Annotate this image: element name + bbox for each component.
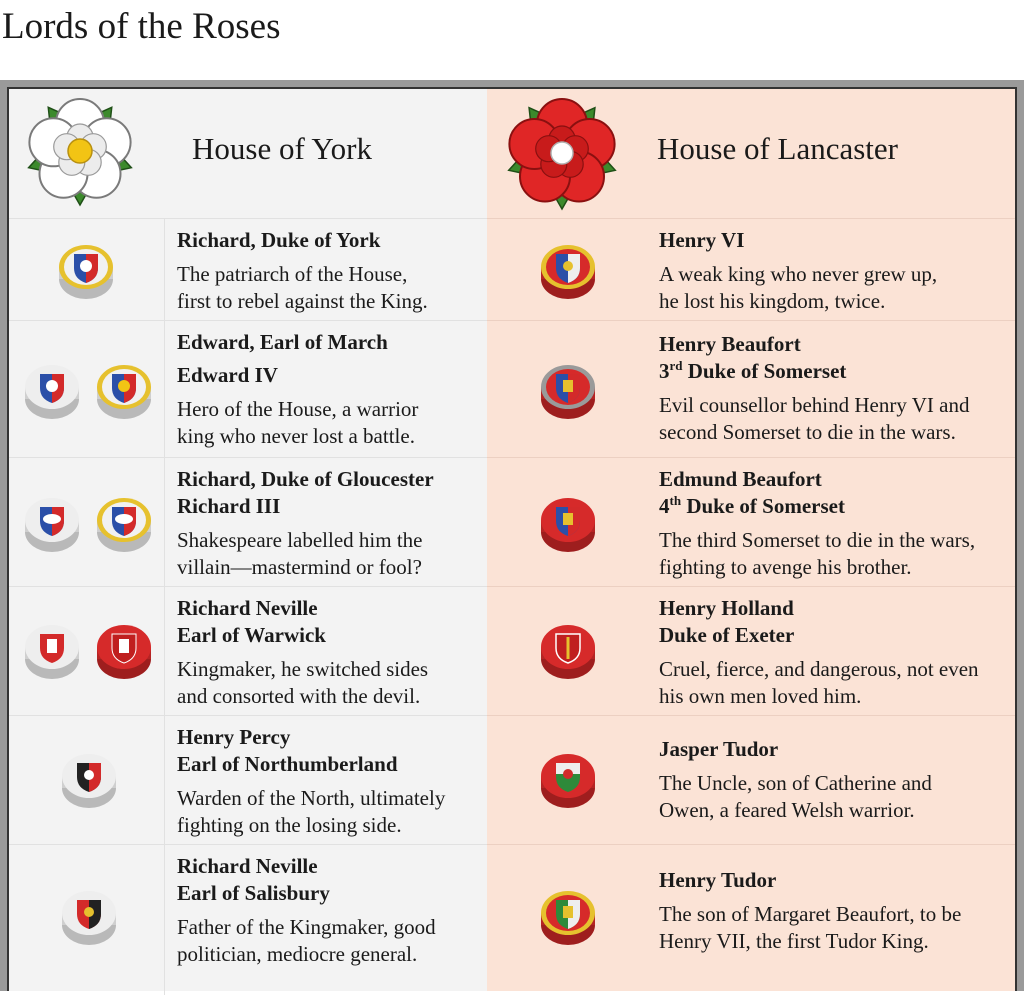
lord-description: Shakespeare labelled him the villain—mastermind or fool? — [177, 528, 423, 579]
lords-table — [7, 87, 1017, 991]
lord-description: The Uncle, son of Catherine and Owen, a feared Welsh warrior. — [659, 771, 932, 822]
lords-table-frame — [0, 80, 1024, 991]
lord-name: Henry Beaufort — [659, 332, 801, 356]
lord-text — [659, 736, 1009, 824]
token-cell — [9, 458, 165, 587]
lord-row — [487, 320, 1015, 458]
token-cell — [9, 716, 165, 845]
lord-title: 3rd Duke of Somerset — [659, 358, 847, 383]
white-rose-shield-icon — [23, 361, 81, 423]
lord-description: Father of the Kingmaker, good politician, mediocre general. — [177, 915, 436, 966]
token-cell — [487, 587, 647, 716]
lord-name: Henry Tudor — [659, 868, 777, 892]
token-cell — [9, 321, 165, 458]
lord-description: Warden of the North, ultimately fighting on the losing side. — [177, 786, 446, 837]
lord-description: The third Somerset to die in the wars, fighting to avenge his brother. — [659, 528, 976, 579]
lord-description: Hero of the House, a warrior king who never lost a battle. — [177, 397, 419, 448]
lord-text — [659, 466, 1009, 581]
lord-text — [177, 853, 481, 968]
lord-name: Jasper Tudor — [659, 737, 779, 761]
token-cell — [9, 587, 165, 716]
sun-shield-icon — [95, 361, 153, 423]
exeter-shield-icon — [539, 621, 597, 683]
lord-description: A weak king who never grew up, he lost his kingdom, twice. — [659, 262, 938, 313]
lord-row — [487, 844, 1015, 995]
lord-name: Richard, Duke of Gloucester — [177, 467, 434, 491]
bear-shield-icon — [95, 621, 153, 683]
token-cell — [487, 845, 647, 995]
portcullis-shield-icon — [539, 361, 597, 423]
portcullis-shield-icon — [539, 887, 597, 949]
lord-row — [487, 218, 1015, 321]
boar-shield-icon — [23, 494, 81, 556]
lord-row — [487, 586, 1015, 716]
token-cell — [9, 845, 165, 995]
lord-name: Richard Neville — [177, 596, 318, 620]
lord-title: Edward IV — [177, 363, 278, 387]
lord-description: Cruel, fierce, and dangerous, not even his own men loved him. — [659, 657, 979, 708]
lord-row — [9, 844, 487, 995]
lord-name: Henry Holland — [659, 596, 794, 620]
lord-name: Edward, Earl of March — [177, 330, 388, 354]
token-cell — [9, 219, 165, 321]
lord-row — [9, 715, 487, 845]
lord-row — [487, 457, 1015, 587]
lord-row — [9, 586, 487, 716]
lord-description: The patriarch of the House, first to rebel against the King. — [177, 262, 428, 313]
york-column — [9, 89, 487, 991]
lord-title: Richard III — [177, 494, 281, 518]
lord-row — [9, 320, 487, 458]
lord-description: Evil counsellor behind Henry VI and second Somerset to die in the wars. — [659, 393, 970, 444]
lord-text — [177, 466, 481, 581]
lancaster-column — [487, 89, 1015, 991]
house-title: House of Lancaster — [657, 131, 899, 166]
lord-text — [177, 329, 481, 450]
lord-row — [9, 218, 487, 321]
lord-description: Kingmaker, he switched sides and consorted with the devil. — [177, 657, 429, 708]
antelope-shield-icon — [539, 241, 597, 303]
token-cell — [487, 716, 647, 845]
lord-title: Earl of Northumberland — [177, 752, 398, 776]
red-rose-icon — [497, 93, 627, 219]
lord-title: Duke of Exeter — [659, 623, 795, 647]
boar-shield-icon — [95, 494, 153, 556]
token-cell — [487, 321, 647, 458]
lord-name: Henry VI — [659, 228, 745, 252]
lion-shield-icon — [60, 750, 118, 812]
lord-text — [177, 724, 481, 839]
token-cell — [487, 458, 647, 587]
lord-text — [177, 227, 481, 315]
lord-title: Earl of Salisbury — [177, 881, 330, 905]
lord-name: Edmund Beaufort — [659, 467, 822, 491]
lord-name: Henry Percy — [177, 725, 291, 749]
lord-text — [659, 867, 1009, 955]
portcullis-shield-icon — [539, 494, 597, 556]
bear-shield-icon — [23, 621, 81, 683]
house-title: House of York — [192, 131, 372, 166]
york-header — [9, 89, 487, 218]
lord-name: Richard Neville — [177, 854, 318, 878]
lord-row — [487, 715, 1015, 845]
token-cell — [487, 219, 647, 321]
lord-text — [177, 595, 481, 710]
lancaster-header — [487, 89, 1015, 218]
griffin-shield-icon — [60, 887, 118, 949]
lord-title: Earl of Warwick — [177, 623, 326, 647]
lord-row — [9, 457, 487, 587]
white-rose-shield-icon — [57, 241, 115, 303]
white-rose-icon — [15, 93, 145, 219]
lord-name: Richard, Duke of York — [177, 228, 381, 252]
lord-text — [659, 595, 1009, 710]
lord-text — [659, 331, 1009, 446]
page-title: Lords of the Roses — [2, 6, 281, 47]
lord-description: The son of Margaret Beaufort, to be Henry VII, the first Tudor King. — [659, 902, 962, 953]
dragon-shield-icon — [539, 750, 597, 812]
lord-title: 4th Duke of Somerset — [659, 493, 845, 518]
lord-text — [659, 227, 1009, 315]
